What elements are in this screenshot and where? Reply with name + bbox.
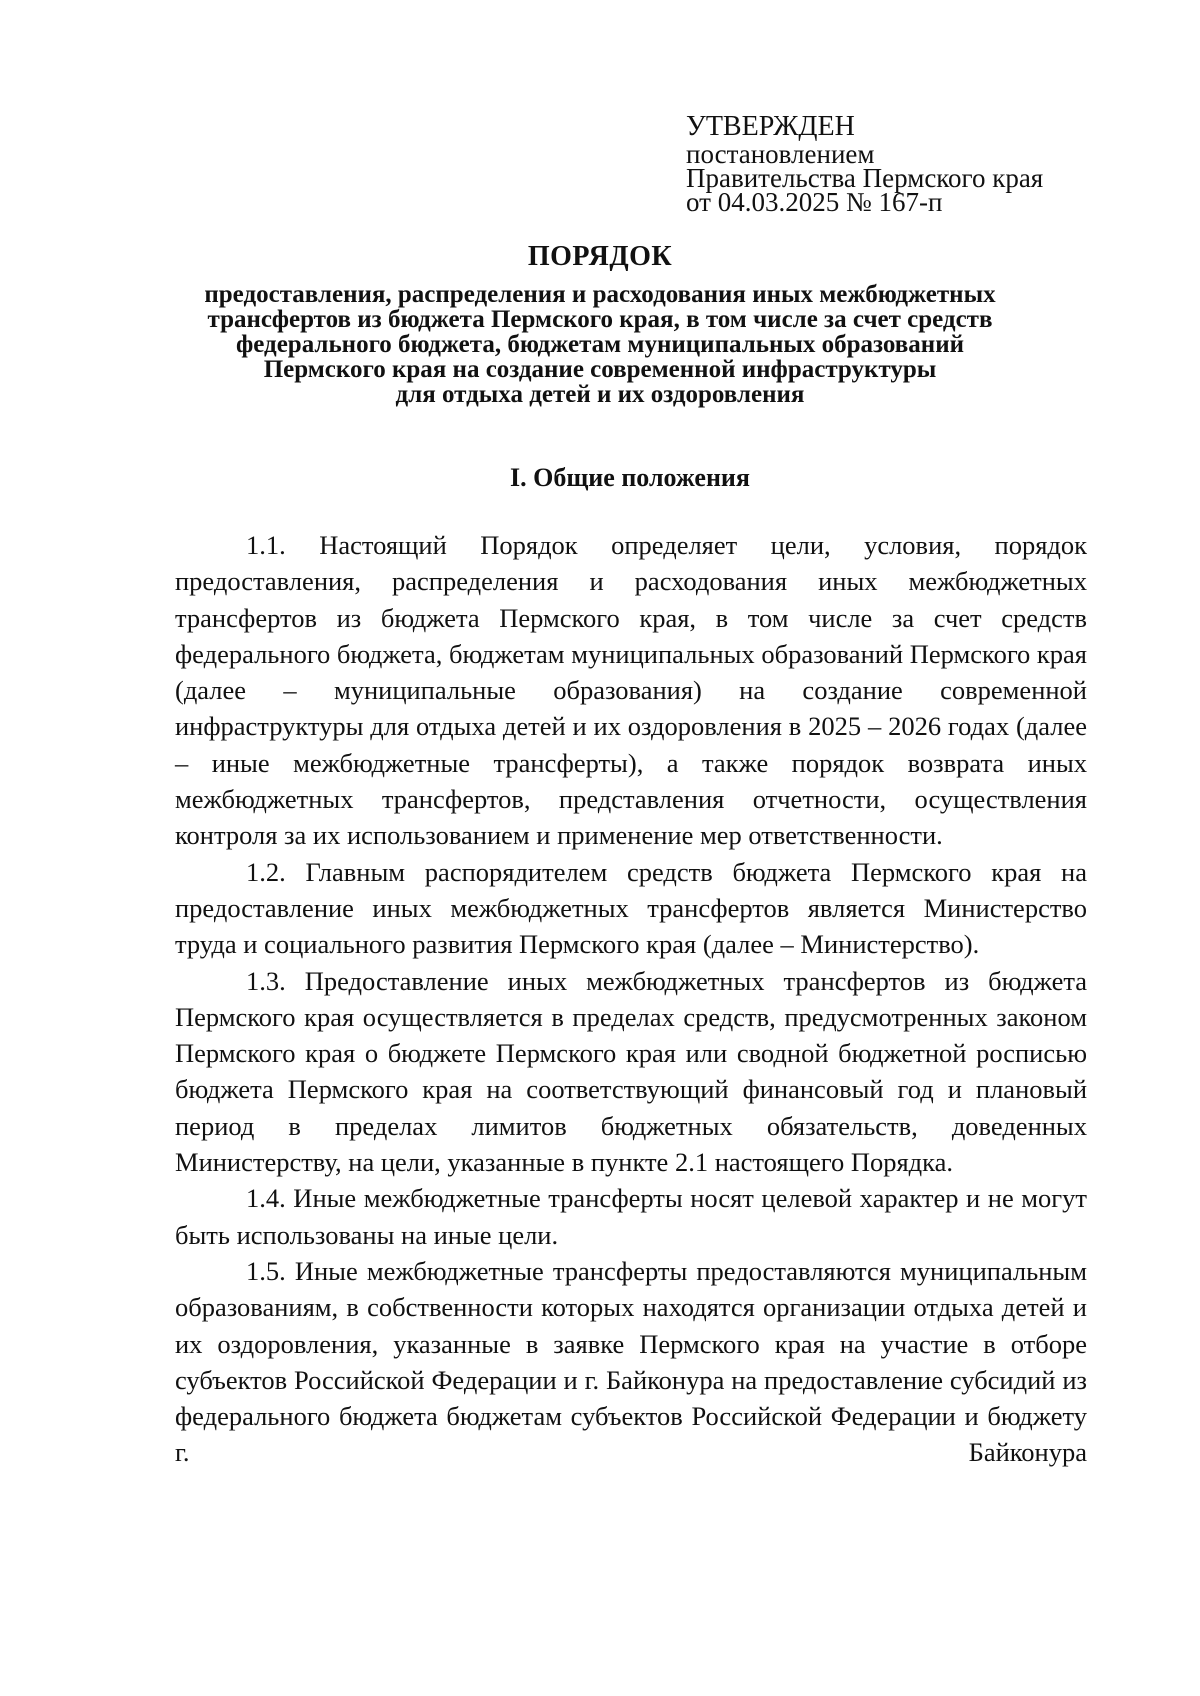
paragraph-1-5: 1.5. Иные межбюджетные трансферты предоставляются муниципальным образованиям, в собственности которых находятся организации отдыха детей и их оздоровления, указанные в заявке Пермского края на участие в отборе субъектов Российской Федерации и г. Байконура на предоставление субсидий из федерального бюджета бюджетам субъектов Российской Федерации и бюджету г. Байконура	[175, 1255, 1087, 1468]
subtitle-line: федерального бюджета, бюджетам муниципальных образований	[235, 331, 965, 358]
approval-resolution: постановлением	[686, 139, 875, 169]
paragraph-1-2: 1.2. Главным распорядителем средств бюджета Пермского края на предоставление иных межбюджетных трансфертов является Министерство труда и социального развития Пермского края (далее – Министерство).	[175, 856, 1087, 960]
paragraph-1-4: 1.4. Иные межбюджетные трансферты носят целевой характер и не могут быть использованы на иные цели.	[175, 1183, 1087, 1250]
paragraph-1-1: 1.1. Настоящий Порядок определяет цели, условия, порядок предоставления, распределения и расходования иных межбюджетных трансфертов из бюджета Пермского края, в том числе за счет средств федерального бюджета, бюджетам муниципальных образований Пермского края (далее – муниципальные образования) на создание современной инфраструктуры для отдыха детей и их оздоровления в 2025 – 2026 годах (далее – иные межбюджетные трансферты), а также порядок возврата иных межбюджетных трансфертов, представления отчетности, осуществления контроля за их использованием и применение мер ответственности.	[175, 530, 1087, 851]
document-title: ПОРЯДОК	[527, 241, 673, 272]
subtitle-line: предоставления, распределения и расходования иных межбюджетных	[204, 281, 996, 308]
approval-block	[686, 111, 1156, 217]
approval-stamp: УТВЕРЖДЕН	[686, 111, 855, 142]
approval-government: Правительства Пермского края	[686, 163, 1044, 193]
subtitle-line: для отдыха детей и их оздоровления	[395, 381, 805, 408]
subtitle-line: Пермского края на создание современной инфраструктуры	[263, 356, 937, 383]
document-subtitle	[150, 282, 1050, 407]
section-heading: I. Общие положения	[510, 463, 750, 492]
subtitle-line: трансфертов из бюджета Пермского края, в том числе за счет средств	[207, 306, 993, 333]
document-body	[175, 527, 1087, 1471]
paragraph-1-3: 1.3. Предоставление иных межбюджетных трансфертов из бюджета Пермского края осуществляется в пределах средств, предусмотренных законом Пермского края о бюджете Пермского края или сводной бюджетной росписью бюджета Пермского края на соответствующий финансовый год и плановый период в пределах лимитов бюджетных обязательств, доведенных Министерству, на цели, указанные в пункте 2.1 настоящего Порядка.	[175, 965, 1087, 1178]
approval-date-number: от 04.03.2025 № 167-п	[686, 187, 943, 217]
